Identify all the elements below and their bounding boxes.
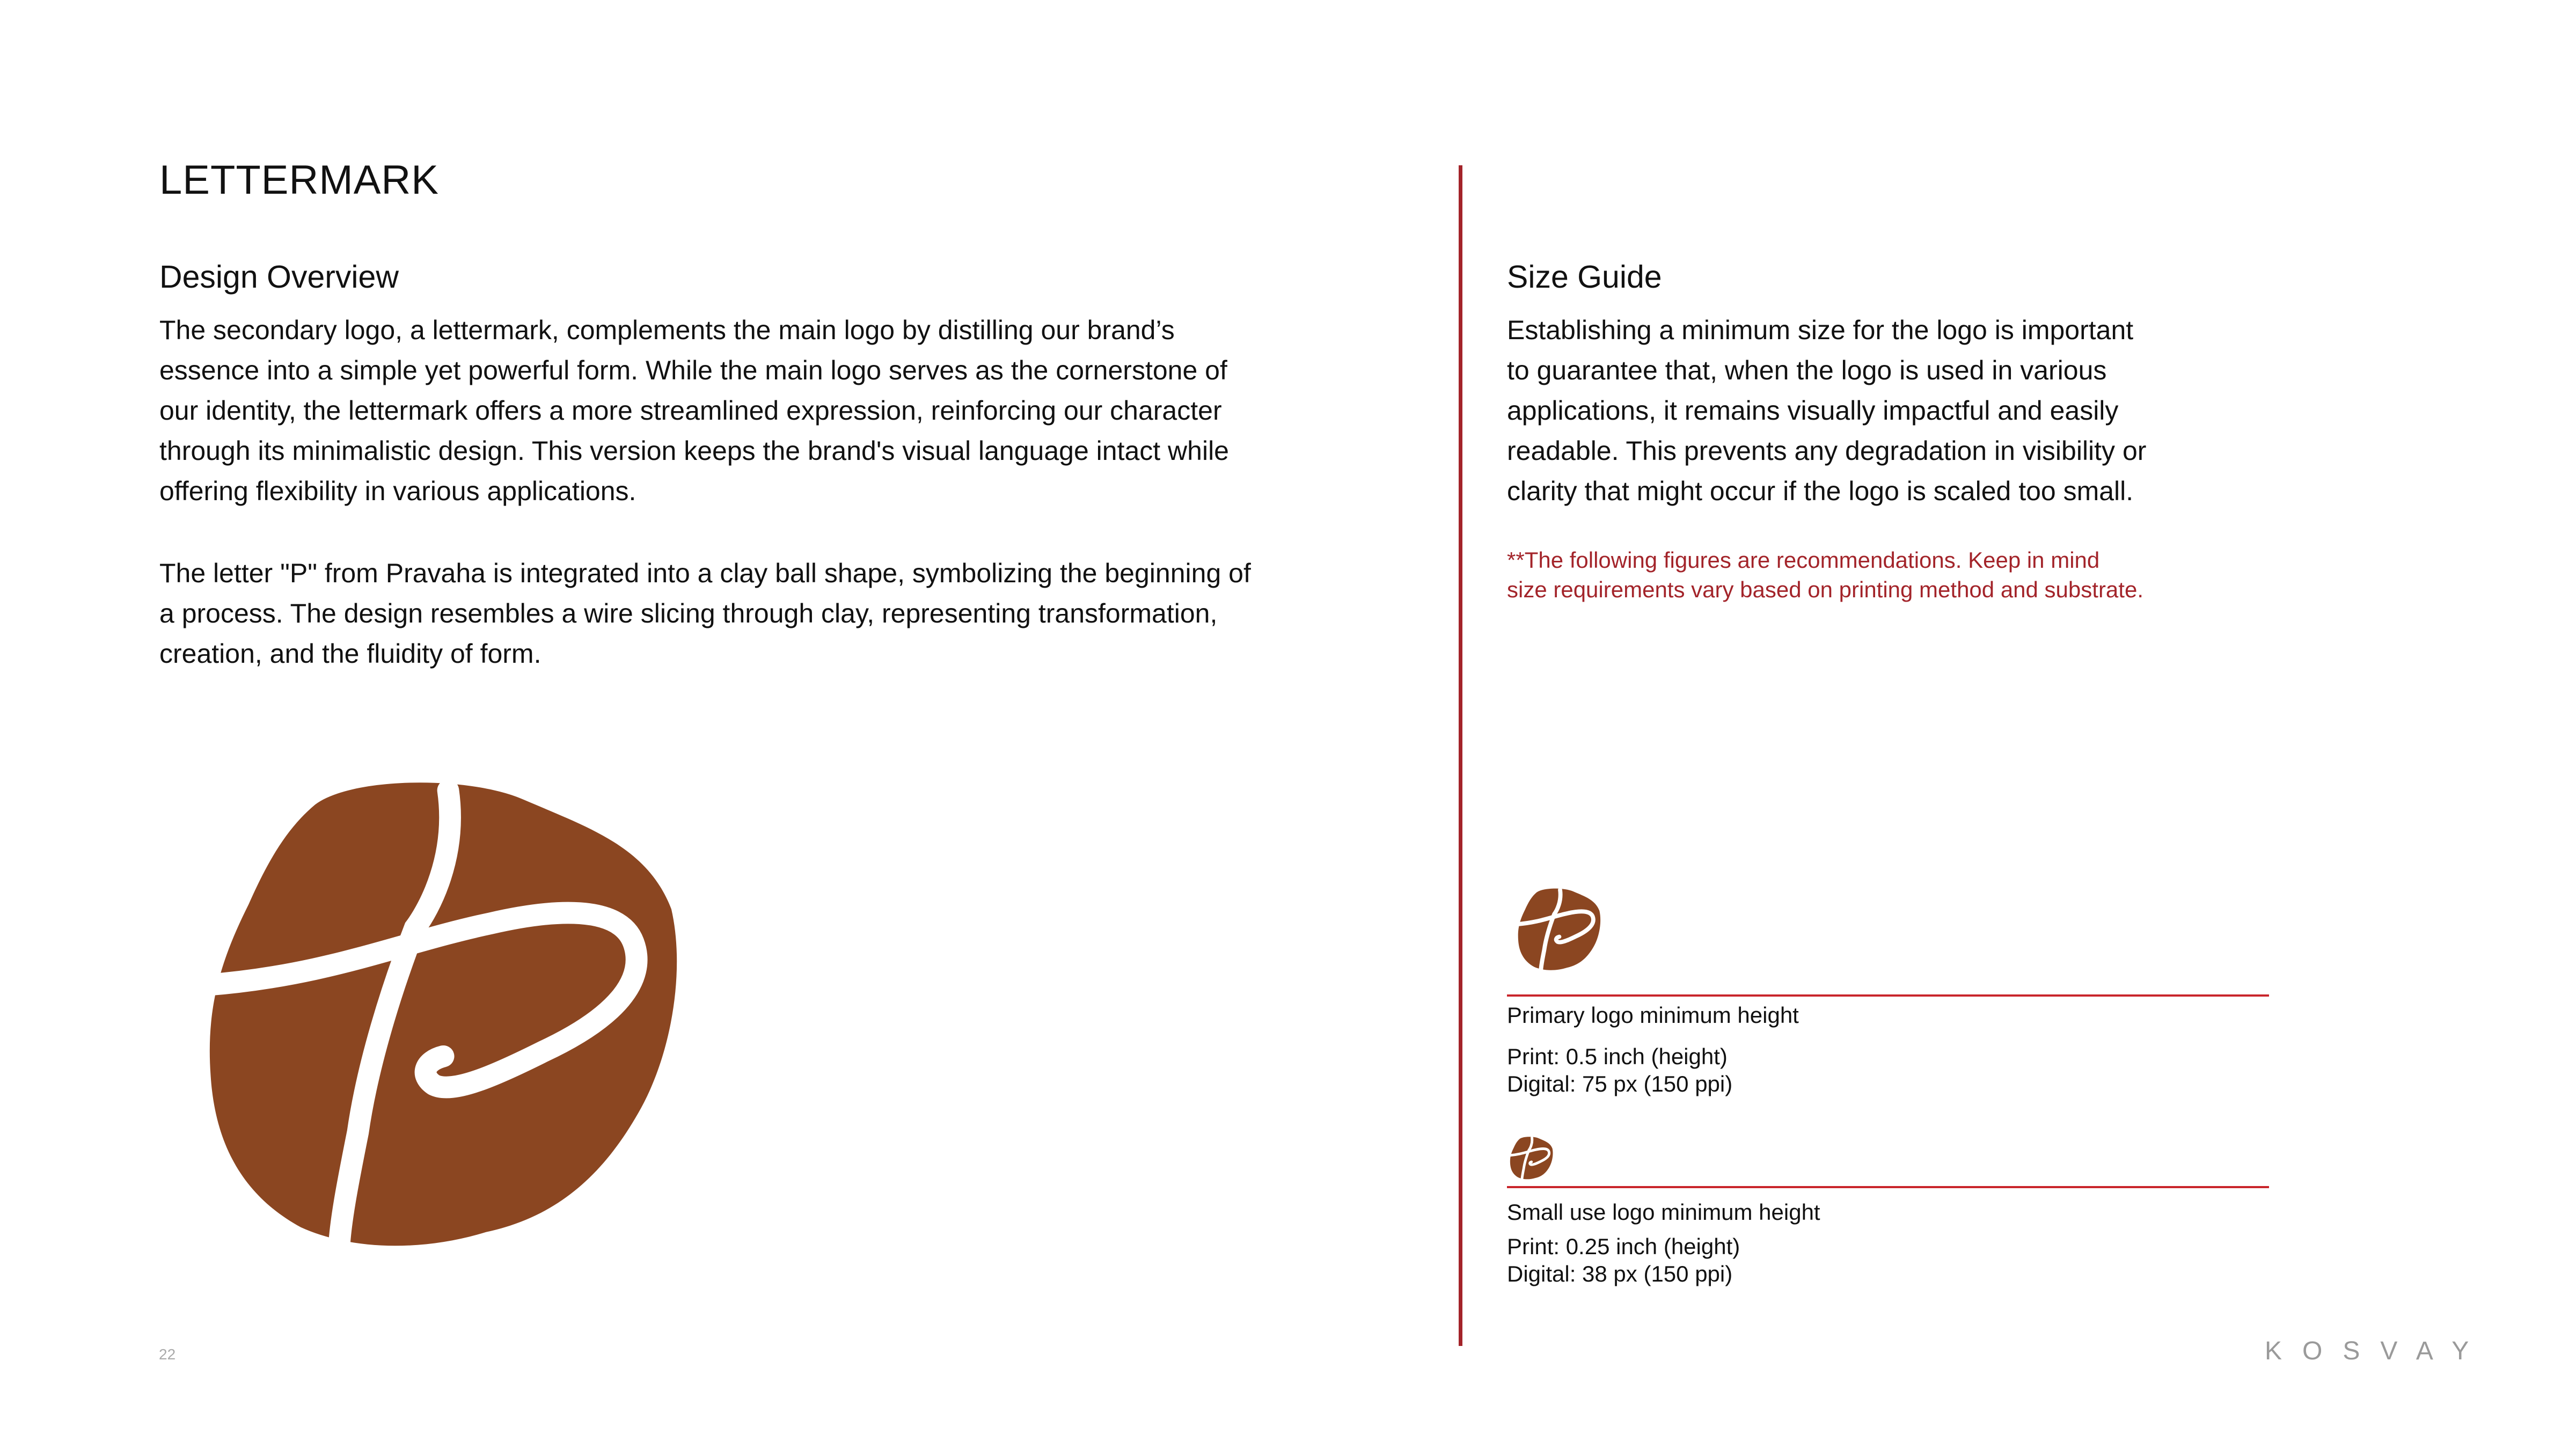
recommendation-note [1507,545,2248,604]
note-line: size requirements vary based on printing method and substrate. [1507,577,2143,602]
text-line: readable. This prevents any degradation in visibility or [1507,436,2147,466]
vertical-divider [1459,165,1462,1346]
text-line: to guarantee that, when the logo is used in various [1507,355,2107,385]
primary-size-specs [1507,1043,1732,1097]
text-line: Establishing a minimum size for the logo is important [1507,315,2134,345]
digital-size: Digital: 38 px (150 ppi) [1507,1261,1733,1286]
primary-size-rule [1507,994,2269,997]
text-line: offering flexibility in various applications. [159,476,636,506]
text-line: a process. The design resembles a wire slicing through clay, representing transformation, [159,598,1218,628]
text-line: applications, it remains visually impactful and easily [1507,396,2119,426]
text-line: creation, and the fluidity of form. [159,639,541,669]
text-line: The letter "P" from Pravaha is integrated into a clay ball shape, symbolizing the beginning of [159,558,1251,588]
print-size: Print: 0.25 inch (height) [1507,1234,1740,1259]
lettermark-logo-large [199,781,698,1256]
text-line: essence into a simple yet powerful form. While the main logo serves as the cornerstone of [159,355,1227,385]
note-line: **The following figures are recommendations. Keep in mind [1507,547,2100,573]
text-line: through its minimalistic design. This version keeps the brand's visual language intact while [159,436,1229,466]
small-size-label: Small use logo minimum height [1507,1199,1820,1225]
page-title: LETTERMARK [159,157,439,203]
lettermark-logo-small-size [1509,1137,1555,1180]
text-line: our identity, the lettermark offers a more streamlined expression, reinforcing our character [159,396,1222,426]
small-size-specs [1507,1233,1740,1287]
text-line: The secondary logo, a lettermark, complements the main logo by distilling our brand’s [159,315,1175,345]
size-guide-paragraph [1507,310,2258,511]
size-guide-heading: Size Guide [1507,259,1662,295]
lettermark-logo-primary-size [1516,888,1604,972]
print-size: Print: 0.5 inch (height) [1507,1044,1728,1069]
small-size-rule [1507,1186,2269,1188]
page-number: 22 [159,1346,176,1363]
brand-wordmark: KOSVAY [2265,1337,2490,1365]
text-line: clarity that might occur if the logo is scaled too small. [1507,476,2134,506]
digital-size: Digital: 75 px (150 ppi) [1507,1071,1733,1096]
clay-ball-p-lettermark-icon [199,781,698,1256]
primary-size-label: Primary logo minimum height [1507,1002,1799,1028]
design-overview-paragraph-1 [159,310,1340,511]
design-overview-paragraph-2 [159,553,1340,674]
clay-ball-p-lettermark-icon [1516,888,1604,972]
design-overview-heading: Design Overview [159,259,399,295]
clay-ball-p-lettermark-icon [1509,1137,1555,1180]
